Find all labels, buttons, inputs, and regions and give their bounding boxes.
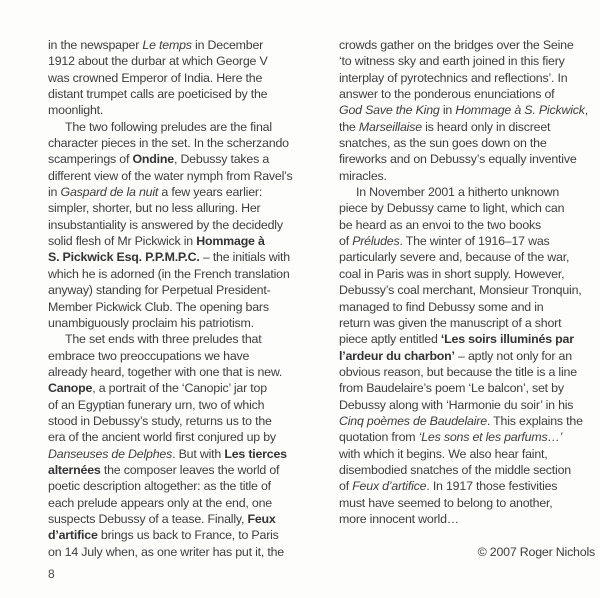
italic-text: Cinq poèmes de Baudelaire [339, 413, 487, 428]
body-text: insubstantiality is answered by the decidedly [48, 217, 283, 232]
body-text: obvious reason, but because the title is a line [339, 364, 577, 379]
text-line [48, 37, 304, 53]
italic-text: Marseillaise [358, 119, 422, 134]
body-text: was crowned Emperor of India. Here the [48, 70, 263, 85]
text-line [339, 429, 595, 445]
text-line [339, 151, 595, 167]
text-line [339, 413, 595, 429]
body-text: character pieces in the set. In the scherzando [48, 136, 289, 151]
body-text: be heard as an envoi to the two books [339, 217, 542, 232]
body-text: stood in Debussy’s study, returns us to the [48, 413, 272, 428]
body-text: 1912 about the durbar at which George V [48, 54, 268, 69]
page-number: 8 [48, 567, 55, 581]
body-text: interplay of pyrotechnics and reflections’. In [339, 70, 568, 85]
body-text: © 2007 Roger Nichols [477, 544, 595, 559]
text-line [48, 511, 304, 527]
body-text: The set ends with three preludes that [65, 332, 262, 347]
text-line [48, 233, 304, 249]
bold-text: Les tierces [224, 446, 287, 461]
bold-text: Ondine [132, 152, 174, 167]
bold-text: d’artifice [48, 528, 98, 543]
text-line [48, 527, 304, 543]
bold-text: Hommage à [196, 234, 265, 249]
text-line [48, 282, 304, 298]
text-line [48, 380, 304, 396]
text-line [48, 397, 304, 413]
text-line [48, 478, 304, 494]
text-line [48, 495, 304, 511]
body-text: unambiguously proclaim his patriotism. [48, 315, 254, 330]
body-text: ‘to witness sky and earth joined in this fiery [339, 54, 565, 69]
body-text: from Baudelaire’s poem ‘Le balcon’, set by [339, 381, 564, 396]
text-line [339, 53, 595, 69]
body-text: Debussy along with ‘Harmonie du soir’ in his [339, 397, 574, 412]
body-text: anyway) standing for Perpetual President- [48, 283, 271, 298]
text-line [339, 135, 595, 151]
body-text: distant trumpet calls are poeticised by the [48, 87, 268, 102]
text-line [48, 364, 304, 380]
text-line [339, 299, 595, 315]
bold-text: l’ardeur du charbon’ [339, 348, 455, 363]
body-text: different view of the water nymph from Ravel’s [48, 168, 293, 183]
text-line [48, 315, 304, 331]
bold-text: ‘Les soirs illuminés par [440, 332, 574, 347]
body-text: . But with [172, 446, 225, 461]
text-line [339, 70, 595, 86]
body-text: with which it begins. We also hear faint, [339, 446, 548, 461]
text-line [48, 135, 304, 151]
text-line [48, 200, 304, 216]
body-text: of [339, 234, 353, 249]
body-text: in [48, 185, 61, 200]
italic-text: ‘Les sons et les parfums…’ [418, 430, 563, 445]
italic-text: Préludes [352, 234, 400, 249]
body-text: , a portrait of the ‘Canopic’ jar top [92, 381, 267, 396]
text-line [339, 249, 595, 265]
text-line [48, 168, 304, 184]
text-line [339, 397, 595, 413]
body-text: the [339, 119, 359, 134]
text-line [48, 266, 304, 282]
text-line [48, 413, 304, 429]
italic-text: Feux d’artifice [352, 479, 427, 494]
text-line [339, 380, 595, 396]
text-line [339, 478, 595, 494]
body-text: In November 2001 a hitherto unknown [356, 185, 560, 200]
body-text: , Debussy takes a [173, 152, 270, 167]
body-text: The two following preludes are the final [65, 119, 272, 134]
body-text: coal in Paris was in short supply. However, [339, 266, 565, 281]
text-line [339, 364, 595, 380]
text-line [339, 102, 595, 118]
bold-text: Canope [48, 381, 93, 396]
body-text: , [584, 103, 588, 118]
text-line [339, 315, 595, 331]
text-line [48, 119, 304, 135]
text-line [48, 429, 304, 445]
body-text: snatches, as the sun goes down on the [339, 136, 547, 151]
body-text: moonlight. [48, 103, 104, 118]
text-line [339, 511, 595, 527]
text-line [339, 462, 595, 478]
text-line [339, 495, 595, 511]
text-line [339, 184, 595, 200]
body-text: each prelude appears only at the end, one [48, 495, 272, 510]
body-text: disembodied snatches of the middle section [339, 462, 571, 477]
bold-text: S. Pickwick Esq. P.P.M.P.C. [48, 250, 200, 265]
body-text: Member Pickwick Club. The opening bars [48, 299, 269, 314]
italic-text: Gaspard de la nuit [60, 185, 159, 200]
text-line [48, 217, 304, 233]
text-line [339, 527, 595, 543]
text-line [48, 299, 304, 315]
body-text: in the newspaper [48, 38, 143, 52]
body-text: already heard, together with one that is new. [48, 364, 283, 379]
text-line [339, 200, 595, 216]
text-line [48, 331, 304, 347]
body-text: particularly severe and, because of the war, [339, 250, 570, 265]
text-column-left [48, 37, 304, 560]
body-text: of [339, 479, 353, 494]
text-column-right [339, 37, 595, 560]
text-line [48, 348, 304, 364]
text-line [48, 70, 304, 86]
text-line [339, 233, 595, 249]
bold-text: alternées [48, 462, 101, 477]
body-text: era of the ancient world first conjured up by [48, 430, 276, 445]
body-text: managed to find Debussy some and in [339, 299, 544, 314]
body-text: return was given the manuscript of a short [339, 315, 562, 330]
text-line [48, 446, 304, 462]
text-line [339, 266, 595, 282]
body-text: scamperings of [48, 152, 133, 167]
italic-text: God Save the King [339, 103, 440, 118]
body-text: miracles. [339, 168, 387, 183]
text-line [339, 348, 595, 364]
body-text: quotation from [339, 430, 419, 445]
body-text: . The winter of 1916–17 was [399, 234, 550, 249]
text-line [339, 119, 595, 135]
text-line [339, 331, 595, 347]
body-text: solid flesh of Mr Pickwick in [48, 234, 197, 249]
text-line [48, 544, 304, 560]
body-text: suspects Debussy of a tease. Finally, [48, 511, 248, 526]
body-text: in [439, 103, 456, 118]
body-text: which he is adorned (in the French translation [48, 266, 290, 281]
body-text: of an Egyptian funerary urn, two of which [48, 397, 265, 412]
body-text: crowds gather on the bridges over the Seine [339, 38, 574, 52]
body-text: simpler, shorter, but no less alluring. Her [48, 201, 261, 216]
body-text: . This explains the [486, 413, 583, 428]
body-text: – the initials with [199, 250, 290, 265]
body-text: . In 1917 those festivities [426, 479, 558, 494]
text-line [48, 53, 304, 69]
italic-text: Le temps [142, 38, 192, 52]
text-line [339, 217, 595, 233]
body-text: Debussy’s coal merchant, Monsieur Tronquin, [339, 283, 582, 298]
body-text: piece by Debussy came to light, which can [339, 201, 565, 216]
text-line [339, 168, 595, 184]
body-text: poetic description altogether: as the title of [48, 479, 271, 494]
body-text: more innocent world… [339, 511, 459, 526]
text-line [339, 446, 595, 462]
italic-text: Hommage à S. Pickwick [455, 103, 585, 118]
text-line [48, 249, 304, 265]
text-line [48, 102, 304, 118]
text-line [48, 462, 304, 478]
body-text: on 14 July when, as one writer has put it, the [48, 544, 284, 559]
body-text: the composer leaves the world of [100, 462, 280, 477]
body-text: – aptly not only for an [454, 348, 572, 363]
body-text: brings us back to France, to Paris [97, 528, 279, 543]
body-text: piece aptly entitled [339, 332, 441, 347]
text-line [339, 37, 595, 53]
body-text: is heard only in discreet [421, 119, 551, 134]
copyright-credit [339, 544, 595, 560]
body-text: must have seemed to belong to another, [339, 495, 553, 510]
bold-text: Feux [247, 511, 276, 526]
body-text: fireworks and on Debussy’s equally inventive [339, 152, 577, 167]
body-text: a few years earlier: [158, 185, 263, 200]
text-line [48, 151, 304, 167]
text-line [339, 86, 595, 102]
body-text: embrace two preoccupations we have [48, 348, 250, 363]
body-text: answer to the ponderous enunciations of [339, 87, 555, 102]
text-line [48, 86, 304, 102]
text-line [48, 184, 304, 200]
italic-text: Danseuses de Delphes [48, 446, 173, 461]
text-line [339, 282, 595, 298]
body-text: in December [191, 38, 264, 52]
